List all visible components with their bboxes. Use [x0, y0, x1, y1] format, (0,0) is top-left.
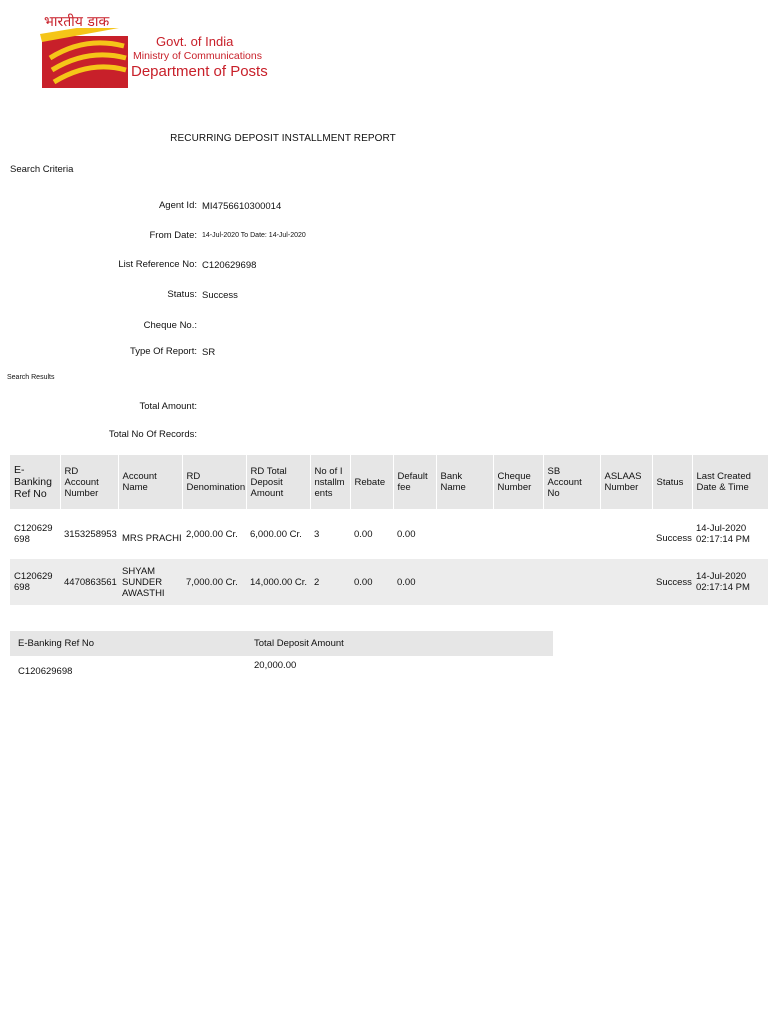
- col-header-rebate: Rebate: [350, 455, 393, 509]
- col-header-no-of-installments: No of Installments: [310, 455, 350, 509]
- cell-rd-denomination: 7,000.00 Cr.: [182, 559, 246, 605]
- logo-hindi-text: भारतीय डाक: [44, 14, 110, 30]
- logo-department: Department of Posts: [131, 63, 268, 80]
- cell-aslaas-number: [600, 509, 652, 559]
- agent-id-label: Agent Id:: [158, 200, 197, 211]
- cell-rd-account-number: 4470863561: [60, 559, 118, 605]
- col-header-ebanking-ref: E-Banking Ref No: [10, 455, 60, 509]
- cell-last-created: 14-Jul-2020 02:17:14 PM: [692, 509, 768, 559]
- col-header-rd-denomination: RD Denomination: [182, 455, 246, 509]
- summary-header-ebanking-ref: E-Banking Ref No: [10, 631, 246, 656]
- table-row: [10, 656, 553, 684]
- logo-india-post-tag: India Post: [90, 81, 126, 89]
- total-amount-label: Total Amount:: [139, 401, 197, 412]
- cell-account-name: MRS PRACHI: [118, 509, 182, 559]
- cell-aslaas-number: [600, 559, 652, 605]
- cell-sb-account-no: [543, 509, 600, 559]
- agent-id-value: MI4756610300014: [202, 201, 282, 212]
- col-header-aslaas-number: ASLAAS Number: [600, 455, 652, 509]
- type-of-report-value: SR: [202, 347, 216, 358]
- date-range-value: 14-Jul-2020 To Date: 14-Jul-2020: [202, 232, 306, 239]
- col-header-last-created: Last Created Date & Time: [692, 455, 768, 509]
- search-criteria-heading: Search Criteria: [10, 164, 74, 175]
- table-row: [10, 559, 768, 605]
- report-title: RECURRING DEPOSIT INSTALLMENT REPORT: [170, 133, 396, 144]
- cell-rd-total-deposit: 14,000.00 Cr.: [246, 559, 310, 605]
- total-records-label: Total No Of Records:: [108, 429, 197, 440]
- cell-rd-total-deposit: 6,000.00 Cr.: [246, 509, 310, 559]
- summary-cell-total-deposit: 20,000.00: [254, 660, 297, 671]
- cell-ebanking-ref: C120629698: [10, 559, 60, 605]
- col-header-rd-account-number: RD Account Number: [60, 455, 118, 509]
- search-results-heading: Search Results: [7, 374, 55, 381]
- cell-status: Success: [652, 559, 692, 605]
- col-header-default-fee: Default fee: [393, 455, 436, 509]
- results-header-row: [10, 455, 768, 509]
- col-header-rd-total-deposit: RD Total Deposit Amount: [246, 455, 310, 509]
- cell-sb-account-no: [543, 559, 600, 605]
- cheque-no-label: Cheque No.:: [143, 320, 197, 331]
- col-header-account-name: Account Name: [118, 455, 182, 509]
- results-table: [10, 455, 768, 605]
- cell-no-of-installments: 2: [310, 559, 350, 605]
- cell-cheque-number: [493, 559, 543, 605]
- cell-rd-account-number: 3153258953: [60, 509, 118, 559]
- cell-bank-name: [436, 509, 493, 559]
- cell-ebanking-ref: C120629698: [10, 509, 60, 559]
- col-header-sb-account-no: SB Account No: [543, 455, 600, 509]
- cell-default-fee: 0.00: [393, 559, 436, 605]
- summary-cell-ebanking-ref: C120629698: [18, 666, 73, 677]
- summary-table: [10, 631, 553, 684]
- cell-last-created: 14-Jul-2020 02:17:14 PM: [692, 559, 768, 605]
- type-of-report-label: Type Of Report:: [129, 346, 197, 357]
- logo-govt-of-india: Govt. of India: [156, 34, 234, 49]
- list-reference-value: C120629698: [202, 260, 257, 271]
- cell-account-name: SHYAM SUNDER AWASTHI: [118, 559, 182, 605]
- india-post-logo: [40, 12, 270, 92]
- list-reference-label: List Reference No:: [118, 259, 197, 270]
- cell-no-of-installments: 3: [310, 509, 350, 559]
- cell-status: Success: [652, 509, 692, 559]
- cell-rd-denomination: 2,000.00 Cr.: [182, 509, 246, 559]
- cell-cheque-number: [493, 509, 543, 559]
- cell-rebate: 0.00: [350, 509, 393, 559]
- status-label: Status:: [167, 289, 197, 300]
- status-value: Success: [202, 290, 238, 301]
- from-date-label: From Date:: [149, 230, 197, 241]
- col-header-status: Status: [652, 455, 692, 509]
- col-header-cheque-number: Cheque Number: [493, 455, 543, 509]
- cell-default-fee: 0.00: [393, 509, 436, 559]
- col-header-bank-name: Bank Name: [436, 455, 493, 509]
- cell-rebate: 0.00: [350, 559, 393, 605]
- table-row: [10, 509, 768, 559]
- summary-header-total-deposit: Total Deposit Amount: [246, 631, 553, 656]
- logo-ministry: Ministry of Communications: [133, 50, 262, 62]
- summary-header-row: [10, 631, 553, 656]
- cell-bank-name: [436, 559, 493, 605]
